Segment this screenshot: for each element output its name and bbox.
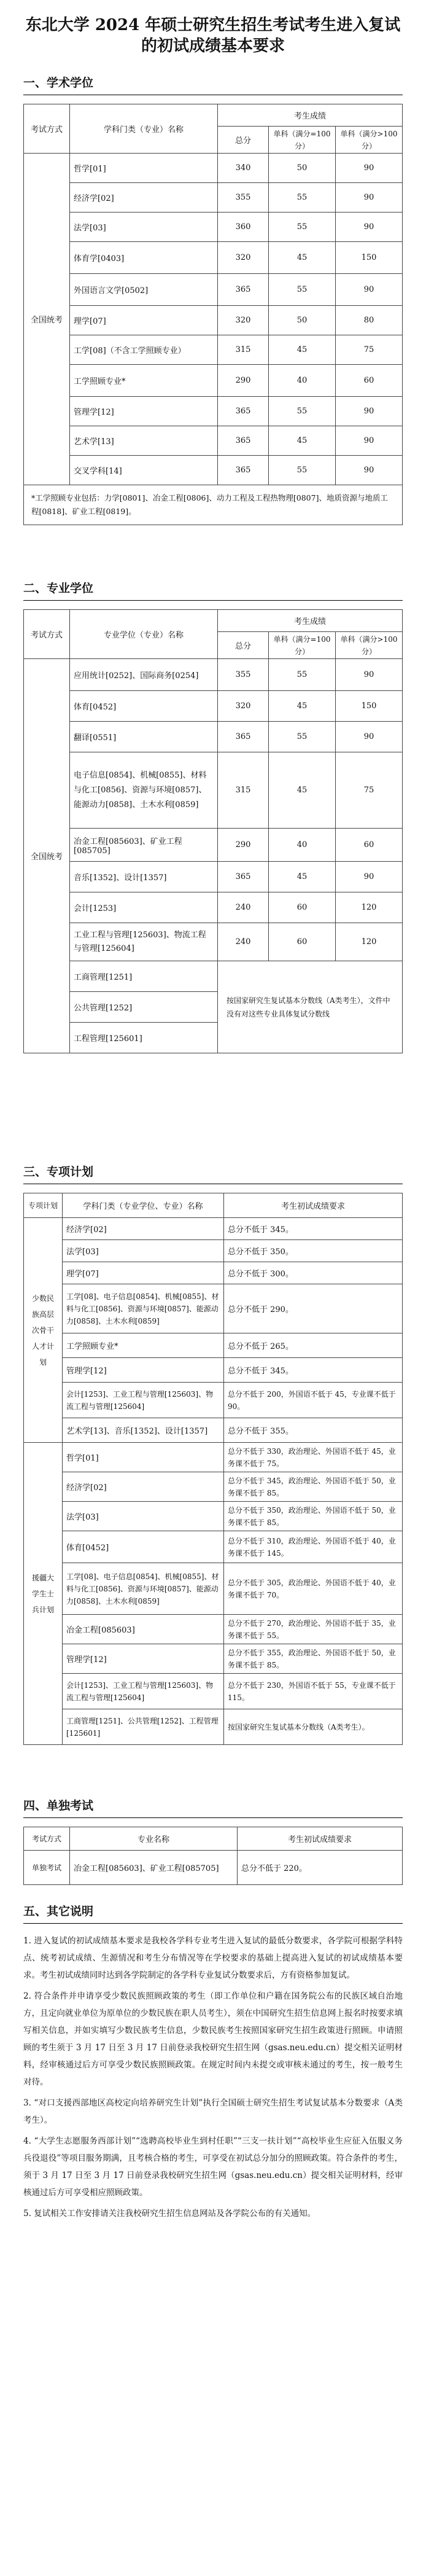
table-row-name: 理学[07] (63, 1262, 224, 1284)
table-row-name: 冶金工程[085603]、矿业工程[085705] (70, 1851, 238, 1885)
table-row-name: 管理学[12] (63, 1644, 224, 1674)
table-row-name: 管理学[12] (70, 397, 218, 426)
table-row-s150: 60 (336, 365, 403, 397)
plan-group-soldier: 援疆大学生士兵计划 (24, 1443, 63, 1745)
header-single-100: 单科（满分=100分） (269, 127, 336, 154)
table-row-name: 经济学[02] (63, 1472, 224, 1502)
header-single-150: 单科（满分>100分） (336, 127, 403, 154)
table-row-name: 艺术学[13]、音乐[1352]、设计[1357] (63, 1418, 224, 1443)
table-row-s150: 90 (336, 274, 403, 306)
table-row-name: 工程管理[125601] (70, 1023, 218, 1053)
header-requirement: 考生初试成绩要求 (238, 1827, 403, 1851)
table-row-s100: 55 (269, 722, 336, 752)
table-row-total: 365 (218, 456, 269, 485)
table-row-name: 工学照顾专业* (70, 365, 218, 397)
header-exam-method: 考试方式 (24, 104, 70, 154)
table-row-s150: 90 (336, 213, 403, 242)
note-item: 2. 符合条件并申请享受少数民族照顾政策的考生（即工作单位和户籍在国务院公布的民族区域自治地方，且定向就业单位为原单位的少数民族在职人员考生），须在中国研究生招生信息网上报名时按要求填写相关信息，并如实填写少数民族考生信息，少数民族考生按照国家研究生招生政策进行照顾。申请照顾的考生须于 3 月 17 日至 3 月 17 日前登录我校研究生招生网（gsas.neu.edu.cn）提交相关证明材料，经审核通过后方可享受少数民族照顾政策。在规定时间内未提交或审核未通过的考生，按一般考生对待。 (23, 1991, 403, 2087)
section-heading-independent-exam: 四、单独考试 (23, 1797, 403, 1818)
table-row-name: 艺术学[13] (70, 426, 218, 456)
table-row-name: 理学[07] (70, 306, 218, 335)
table-row-name: 工学[08]、电子信息[0854]、机械[0855]、材料与化工[0856]、资源与环境[0857]、能源动力[0858]、土木水利[0859] (63, 1563, 224, 1615)
header-subject: 学科门类（专业）名称 (70, 104, 218, 154)
table-row-name: 会计[1253]、工业工程与管理[125603]、物流工程与管理[125604] (63, 1674, 224, 1709)
professional-table (23, 609, 403, 1053)
table-row-name: 冶金工程[085603] (63, 1615, 224, 1644)
independent-exam-table (23, 1827, 403, 1885)
table-row-name: 会计[1253] (70, 892, 218, 923)
header-requirement: 考生初试成绩要求 (224, 1193, 403, 1218)
note-item: 1. 进入复试的初试成绩基本要求是我校各学科专业考生进入复试的最低分数要求，各学院可根据学科特点、统考初试成绩、生源情况和考生分布情况等在学校要求的基础上提高进入复试的初试成绩基本要求。考生初试成绩同时达到各学院制定的各学科专业复试分数要求后，方有资格参加复试。 (23, 1936, 403, 1980)
table-row-total: 355 (218, 183, 269, 213)
table-row-requirement: 总分不低于 345。 (224, 1358, 403, 1383)
table-row-name: 冶金工程[085603]、矿业工程[085705] (70, 829, 218, 862)
note-item: 4. “大学生志愿服务西部计划”“选聘高校毕业生到村任职”“三支一扶计划”“高校毕业生应征入伍服义务兵役退役”等项目服务期满，且考核合格的考生，可享受在初试总分加分的照顾政策。符合条件的考生，须于 3 月 17 日至 3 月 17 日前登录我校研究生招生网（gsas.neu.edu.cn）提交相关证明材料，经审核通过后方可享受相应照顾政策。 (23, 2136, 403, 2198)
table-row-s150: 80 (336, 306, 403, 335)
table-row-requirement: 总分不低于 200，外国语不低于 45，专业课不低于 90。 (224, 1383, 403, 1418)
table-row-name: 工学[08]（不含工学照顾专业） (70, 335, 218, 365)
table-row-s100: 40 (269, 365, 336, 397)
academic-table (23, 104, 403, 525)
table-row-total: 355 (218, 659, 269, 691)
table-row-s150: 90 (336, 154, 403, 183)
header-score: 考生成绩 (218, 104, 403, 127)
table-row-s100: 45 (269, 242, 336, 274)
table-row-name: 翻译[0551] (70, 722, 218, 752)
table-row-s100: 55 (269, 274, 336, 306)
table-row-total: 365 (218, 274, 269, 306)
table-row-name: 体育学[0403] (70, 242, 218, 274)
table-row-s150: 150 (336, 691, 403, 722)
table-row-name: 工商管理[1251]、公共管理[1252]、工程管理[125601] (63, 1709, 224, 1745)
table-row-s100: 55 (269, 397, 336, 426)
table-row-total: 360 (218, 213, 269, 242)
table-row-name: 会计[1253]、工业工程与管理[125603]、物流工程与管理[125604] (63, 1383, 224, 1418)
table-row-name: 工商管理[1251] (70, 961, 218, 992)
table-row-name: 外国语言文学[0502] (70, 274, 218, 306)
table-row-name: 电子信息[0854]、机械[0855]、材料与化工[0856]、资源与环境[0857]、能源动力[0858]、土木水利[0859] (70, 752, 218, 829)
table-row-requirement: 总分不低于 230，外国语不低于 55，专业课不低于 115。 (224, 1674, 403, 1709)
table-row-s100: 40 (269, 829, 336, 862)
section-heading-professional: 二、专业学位 (23, 579, 403, 601)
table-row-total: 320 (218, 242, 269, 274)
table-row-s100: 50 (269, 306, 336, 335)
table-row-name: 交叉学科[14] (70, 456, 218, 485)
table-row-name: 应用统计[0252]、国际商务[0254] (70, 659, 218, 691)
table-row-s100: 55 (269, 183, 336, 213)
table-row-s150: 90 (336, 722, 403, 752)
header-total: 总分 (218, 632, 269, 659)
table-row-requirement: 总分不低于 305，政治理论、外国语不低于 40，业务课不低于 70。 (224, 1563, 403, 1615)
table-row-s150: 150 (336, 242, 403, 274)
table-row-s150: 75 (336, 335, 403, 365)
table-row-name: 公共管理[1252] (70, 992, 218, 1023)
table-row-s100: 60 (269, 923, 336, 961)
header-subject: 专业名称 (70, 1827, 238, 1851)
table-row-s150: 60 (336, 829, 403, 862)
table-row-name: 法学[03] (63, 1502, 224, 1531)
table-row-requirement: 总分不低于 270，政治理论、外国语不低于 35，业务课不低于 55。 (224, 1615, 403, 1644)
table-row-name: 哲学[01] (70, 154, 218, 183)
header-single-100: 单科（满分=100分） (269, 632, 336, 659)
table-row-name: 工业工程与管理[125603]、物流工程与管理[125604] (70, 923, 218, 961)
page-title: 东北大学 2024 年硕士研究生招生考试考生进入复试的初试成绩基本要求 (25, 16, 401, 55)
table-row-s100: 55 (269, 456, 336, 485)
table-row-requirement: 总分不低于 345。 (224, 1218, 403, 1240)
table-row-name: 体育[0452] (63, 1531, 224, 1563)
exam-method-cell: 单独考试 (24, 1851, 70, 1885)
table-row-requirement: 总分不低于 350，政治理论、外国语不低于 50，业务课不低于 85。 (224, 1502, 403, 1531)
table-row-name: 音乐[1352]、设计[1357] (70, 862, 218, 892)
table-row-s150: 120 (336, 892, 403, 923)
table-row-s100: 45 (269, 426, 336, 456)
table-row-total: 320 (218, 306, 269, 335)
table-row-s150: 90 (336, 183, 403, 213)
table-row-s100: 60 (269, 892, 336, 923)
table-row-total: 365 (218, 426, 269, 456)
table-row-name: 经济学[02] (63, 1218, 224, 1240)
table-row-s100: 45 (269, 752, 336, 829)
table-row-total: 365 (218, 722, 269, 752)
section-heading-academic: 一、学术学位 (23, 74, 403, 95)
academic-table-note: *工学照顾专业包括：力学[0801]、冶金工程[0806]、动力工程及工程热物理[0807]、地质资源与地质工程[0818]、矿业工程[0819]。 (24, 485, 403, 525)
table-row-total: 290 (218, 829, 269, 862)
table-row-name: 经济学[02] (70, 183, 218, 213)
table-row-requirement: 总分不低于 330，政治理论、外国语不低于 45，业务课不低于 75。 (224, 1443, 403, 1472)
table-row-requirement: 总分不低于 345，政治理论、外国语不低于 50，业务课不低于 85。 (224, 1472, 403, 1502)
table-row-s150: 90 (336, 862, 403, 892)
table-row-name: 法学[03] (63, 1240, 224, 1262)
table-row-name: 哲学[01] (63, 1443, 224, 1472)
table-row-s100: 45 (269, 335, 336, 365)
table-row-requirement: 按国家研究生复试基本分数线（A类考生）。 (224, 1709, 403, 1745)
table-row-name: 管理学[12] (63, 1358, 224, 1383)
header-total: 总分 (218, 127, 269, 154)
table-row-requirement: 总分不低于 355。 (224, 1418, 403, 1443)
plan-group-minority: 少数民族高层次骨干人才计划 (24, 1218, 63, 1443)
table-row-s150: 90 (336, 659, 403, 691)
table-row-total: 315 (218, 335, 269, 365)
table-row-total: 365 (218, 862, 269, 892)
table-row-total: 240 (218, 923, 269, 961)
table-row-name: 法学[03] (70, 213, 218, 242)
header-exam-method: 考试方式 (24, 1827, 70, 1851)
note-item: 5. 复试相关工作安排请关注我校研究生招生信息网站及各学院公布的有关通知。 (23, 2209, 316, 2219)
table-row-name: 体育[0452] (70, 691, 218, 722)
header-subject: 学科门类（专业学位、专业）名称 (63, 1193, 224, 1218)
table-row-total: 320 (218, 691, 269, 722)
table-row-s150: 120 (336, 923, 403, 961)
table-row-total: 240 (218, 892, 269, 923)
header-exam-method: 考试方式 (24, 610, 70, 659)
header-special-plan: 专项计划 (24, 1193, 63, 1218)
table-row-total: 315 (218, 752, 269, 829)
table-row-s150: 90 (336, 426, 403, 456)
header-subject: 专业学位（专业）名称 (70, 610, 218, 659)
exam-method-cell: 全国统考 (24, 154, 70, 485)
section-heading-notes: 五、其它说明 (23, 1902, 403, 1924)
header-score: 考生成绩 (218, 610, 403, 632)
table-row-requirement: 总分不低于 350。 (224, 1240, 403, 1262)
exam-method-cell: 全国统考 (24, 659, 70, 1053)
table-row-s100: 50 (269, 154, 336, 183)
notes (23, 1932, 403, 2222)
table-row-requirement: 总分不低于 220。 (238, 1851, 403, 1885)
table-row-requirement: 总分不低于 290。 (224, 1284, 403, 1333)
header-single-150: 单科（满分>100分） (336, 632, 403, 659)
table-row-s100: 45 (269, 862, 336, 892)
management-note-cell: 按国家研究生复试基本分数线（A类考生），文件中没有对这些专业具体复试分数线 (218, 961, 403, 1053)
table-row-total: 340 (218, 154, 269, 183)
table-row-s150: 90 (336, 397, 403, 426)
table-row-total: 290 (218, 365, 269, 397)
table-row-s100: 45 (269, 691, 336, 722)
section-heading-special-plan: 三、专项计划 (23, 1163, 403, 1184)
table-row-requirement: 总分不低于 310，政治理论、外国语不低于 40，业务课不低于 145。 (224, 1531, 403, 1563)
table-row-requirement: 总分不低于 265。 (224, 1333, 403, 1358)
table-row-requirement: 总分不低于 355，政治理论、外国语不低于 50，业务课不低于 85。 (224, 1644, 403, 1674)
table-row-name: 工学[08]、电子信息[0854]、机械[0855]、材料与化工[0856]、资源与环境[0857]、能源动力[0858]、土木水利[0859] (63, 1284, 224, 1333)
special-plan-table (23, 1193, 403, 1745)
table-row-s150: 90 (336, 456, 403, 485)
table-row-s100: 55 (269, 659, 336, 691)
table-row-requirement: 总分不低于 300。 (224, 1262, 403, 1284)
table-row-s100: 55 (269, 213, 336, 242)
table-row-s150: 75 (336, 752, 403, 829)
table-row-name: 工学照顾专业* (63, 1333, 224, 1358)
table-row-total: 365 (218, 397, 269, 426)
note-item: 3. “对口支援西部地区高校定向培养研究生计划”执行全国硕士研究生招生考试复试基本分数要求（A类考生）。 (23, 2098, 403, 2125)
